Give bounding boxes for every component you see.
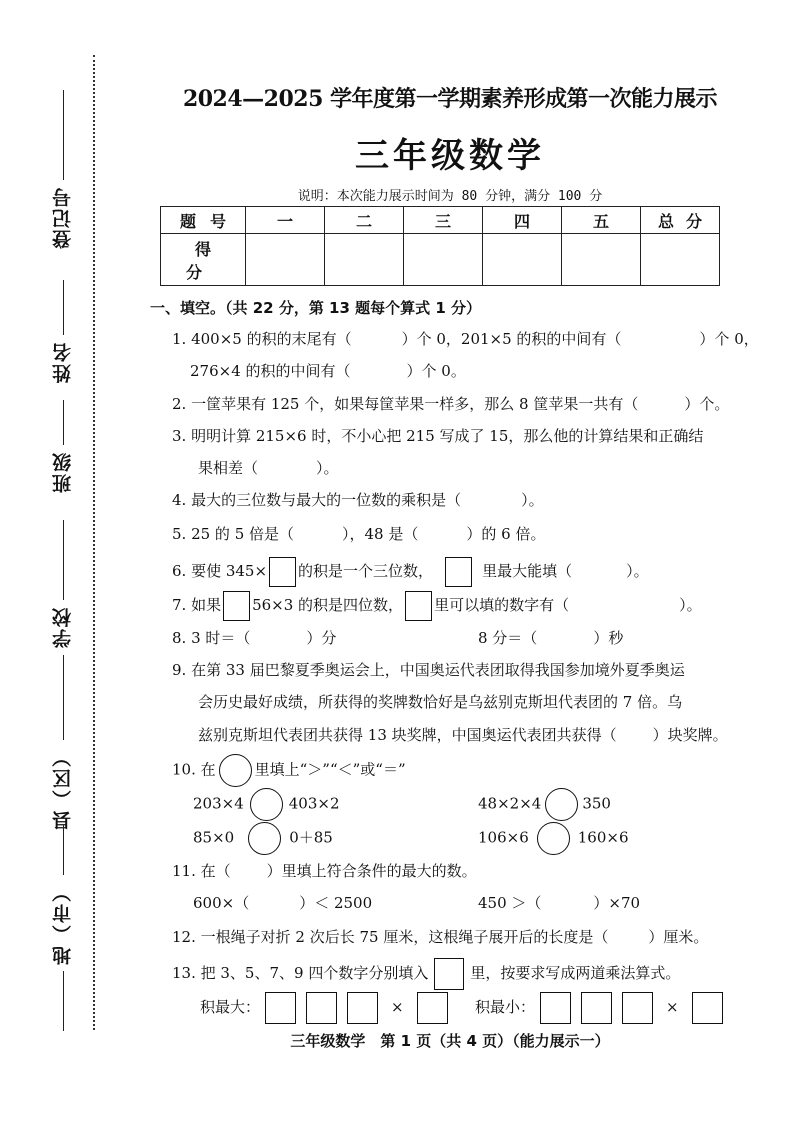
q10-compare-circle-2[interactable] (545, 788, 578, 821)
binding-dotted-line (93, 55, 95, 1030)
question-3-line-2: 果相差（ ）。 (198, 459, 339, 477)
q13-max-box-4[interactable] (417, 992, 448, 1024)
score-cell-2[interactable] (325, 234, 404, 286)
school-label: 学校 (52, 606, 74, 648)
q13-min-box-3[interactable] (622, 992, 653, 1024)
exam-note: 说明：本次能力展示时间为 80 分钟，满分 100 分 (297, 189, 603, 204)
binding-margin (40, 80, 86, 1030)
registration-number-label: 登记号 (52, 186, 74, 249)
question-13-max-product: 积最大： × (200, 990, 453, 1024)
exam-title: 2024—2025 学年度第一学期素养形成第一次能力展示 (182, 86, 718, 112)
q10-circle-example (219, 754, 252, 787)
name-field[interactable] (50, 280, 76, 389)
score-cell-total[interactable] (641, 234, 720, 286)
score-table-col-total: 总分 (641, 207, 720, 234)
score-cell-3[interactable] (404, 234, 483, 286)
subject-title: 三年级数学 (355, 136, 545, 176)
question-5: 5. 25 的 5 倍是（ ），48 是（ ）的 6 倍。 (172, 525, 546, 543)
question-8-part-2: 8 分＝（ ）秒 (478, 629, 624, 647)
question-12: 12. 一根绳子对折 2 次后长 75 厘米，这根绳子展开后的长度是（ ）厘米。 (172, 928, 709, 946)
question-4: 4. 最大的三位数与最大的一位数的乘积是（ ）。 (172, 491, 544, 509)
question-10-item-1: 203×4 403×2 (193, 788, 340, 821)
question-11-item-1: 600×（ ）＜ 2500 (193, 894, 373, 912)
q13-min-box-1[interactable] (540, 992, 571, 1024)
page-footer: 三年级数学 第 1 页（共 4 页）（能力展示一） (290, 1032, 610, 1050)
q13-max-box-3[interactable] (347, 992, 378, 1024)
question-2: 2. 一筐苹果有 125 个，如果每筐苹果一样多，那么 8 筐苹果一共有（ ）个。 (172, 395, 730, 413)
question-1-line-1: 1. 400×5 的积的末尾有（ ）个 0，201×5 的积的中间有（ ）个 0， (172, 330, 759, 348)
score-table-col-2: 二 (325, 207, 404, 234)
q13-max-box-2[interactable] (306, 992, 337, 1024)
city-label: 地（市） (52, 881, 74, 965)
question-8-part-1: 8. 3 时＝（ ）分 (172, 629, 337, 647)
q7-digit-box-1[interactable] (223, 591, 250, 621)
class-field[interactable] (50, 400, 76, 499)
question-1-line-2: 276×4 的积的中间有（ ）个 0。 (190, 362, 466, 380)
score-cell-5[interactable] (562, 234, 641, 286)
score-table-col-5: 五 (562, 207, 641, 234)
question-11: 11. 在（ ）里填上符合条件的最大的数。 (172, 862, 477, 880)
name-label: 姓名 (52, 341, 74, 383)
score-table-header-label: 题号 (161, 207, 246, 234)
question-13: 13. 把 3、5、7、9 四个数字分别填入 里，按要求写成两道乘法算式。 (172, 958, 680, 990)
section-1-heading: 一、填空。（共 22 分，第 13 题每个算式 1 分） (150, 299, 482, 317)
city-field[interactable] (50, 825, 76, 1031)
question-10-item-3: 85×0 0＋85 (193, 822, 333, 855)
question-10-item-2: 48×2×4 350 (478, 788, 611, 821)
question-6: 6. 要使 345× 的积是一个三位数， 里最大能填（ ）。 (172, 557, 649, 587)
class-label: 班级 (52, 451, 74, 493)
q10-compare-circle-4[interactable] (537, 822, 570, 855)
county-field[interactable] (50, 655, 76, 836)
question-11-item-2: 450 ＞（ ）×70 (478, 894, 641, 912)
question-3-line-1: 3. 明明计算 215×6 时，不小心把 215 写成了 15，那么他的计算结果和正确结 (172, 427, 704, 445)
q13-max-box-1[interactable] (265, 992, 296, 1024)
q10-compare-circle-1[interactable] (250, 788, 283, 821)
question-13-min-product: 积最小： × (475, 990, 728, 1024)
q13-min-box-2[interactable] (581, 992, 612, 1024)
score-table-score-row (161, 234, 720, 286)
score-table-header-row (161, 207, 720, 234)
q6-digit-box-2[interactable] (445, 557, 472, 587)
score-table (160, 206, 720, 286)
q6-digit-box-1[interactable] (269, 557, 296, 587)
registration-number-field[interactable] (50, 90, 76, 255)
question-9-line-1: 9. 在第 33 届巴黎夏季奥运会上，中国奥运代表团取得我国参加境外夏季奥运 (172, 661, 685, 679)
score-table-col-4: 四 (483, 207, 562, 234)
question-10-item-4: 106×6 160×6 (478, 822, 629, 855)
question-9-line-2: 会历史最好成绩，所获得的奖牌数恰好是乌兹别克斯坦代表团的 7 倍。乌 (198, 693, 683, 711)
q13-example-box (434, 958, 464, 990)
question-9-line-3: 兹别克斯坦代表团共获得 13 块奖牌，中国奥运代表团共获得（ ）块奖牌。 (198, 726, 728, 744)
q7-digit-box-2[interactable] (405, 591, 432, 621)
q13-min-box-4[interactable] (692, 992, 723, 1024)
score-cell-1[interactable] (246, 234, 325, 286)
score-table-col-3: 三 (404, 207, 483, 234)
question-7: 7. 如果 56×3 的积是四位数， 里可以填的数字有（ ）。 (172, 591, 702, 621)
score-cell-4[interactable] (483, 234, 562, 286)
score-table-score-label: 得分 (161, 234, 246, 286)
score-table-col-1: 一 (246, 207, 325, 234)
q10-compare-circle-3[interactable] (248, 822, 281, 855)
county-label: 县（区） (52, 746, 74, 830)
question-10: 10. 在 里填上“＞”“＜”或“＝” (172, 754, 406, 787)
school-field[interactable] (50, 520, 76, 654)
